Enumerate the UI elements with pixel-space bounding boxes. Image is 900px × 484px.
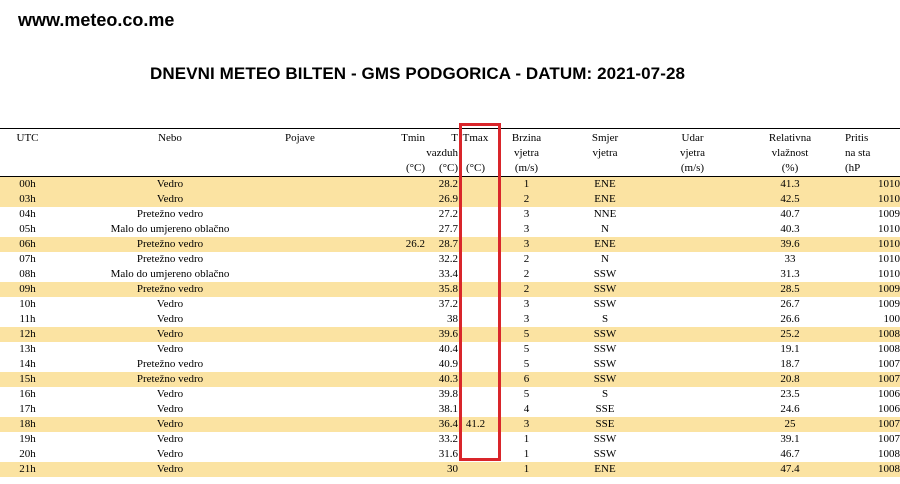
cell-pojave bbox=[285, 402, 395, 417]
cell-p: 1009 bbox=[878, 298, 900, 310]
cell-pojave bbox=[285, 327, 395, 342]
cell-tmax bbox=[458, 402, 493, 417]
cell-tmin bbox=[395, 447, 425, 462]
cell-nebo: Vedro bbox=[156, 388, 184, 400]
cell-nebo: Vedro bbox=[156, 448, 184, 460]
cell-t: 37.2 bbox=[438, 298, 458, 310]
cell-tmax: 41.2 bbox=[458, 417, 493, 432]
cell-rel: 26.6 bbox=[780, 313, 800, 325]
cell-rel: 42.5 bbox=[735, 192, 845, 207]
cell-nebo: Vedro bbox=[156, 343, 184, 355]
cell-udar bbox=[650, 222, 735, 237]
cell-rel: 18.7 bbox=[780, 358, 800, 370]
table-row bbox=[0, 462, 900, 477]
cell-tmin bbox=[395, 417, 425, 432]
cell-udar bbox=[650, 327, 735, 342]
cell-rel: 39.6 bbox=[735, 237, 845, 252]
header-tmax: Tmax (°C) bbox=[458, 129, 493, 177]
cell-tmax bbox=[458, 462, 493, 477]
cell-nebo: Pretežno vedro bbox=[55, 282, 285, 297]
cell-udar bbox=[650, 357, 735, 372]
table-row bbox=[0, 327, 900, 342]
table-row bbox=[0, 372, 900, 387]
cell-brzina: 6 bbox=[493, 372, 560, 387]
cell-nebo: Pretežno vedro bbox=[136, 208, 204, 220]
cell-t: 35.8 bbox=[425, 282, 458, 297]
cell-tmax bbox=[458, 432, 493, 447]
cell-nebo: Pretežno vedro bbox=[55, 237, 285, 252]
cell-p: 1008 bbox=[845, 327, 900, 342]
cell-t: 39.8 bbox=[438, 388, 458, 400]
cell-smjer: SSW bbox=[593, 433, 617, 445]
cell-utc: 12h bbox=[0, 327, 55, 342]
cell-smjer: SSW bbox=[560, 327, 650, 342]
cell-smjer: SSW bbox=[593, 343, 617, 355]
cell-brzina: 1 bbox=[523, 433, 530, 445]
cell-udar bbox=[650, 462, 735, 477]
cell-smjer: N bbox=[601, 253, 609, 265]
table-row bbox=[0, 297, 900, 312]
cell-utc: 18h bbox=[0, 417, 55, 432]
cell-smjer: ENE bbox=[560, 462, 650, 477]
cell-nebo: Malo do umjereno oblačno bbox=[110, 223, 230, 235]
cell-rel: 28.5 bbox=[735, 282, 845, 297]
cell-nebo: Vedro bbox=[55, 462, 285, 477]
cell-pojave bbox=[285, 297, 395, 312]
cell-tmax bbox=[458, 252, 493, 267]
cell-utc: 19h bbox=[19, 433, 36, 445]
cell-udar bbox=[650, 402, 735, 417]
cell-smjer: SSW bbox=[593, 268, 617, 280]
table-row bbox=[0, 252, 900, 267]
cell-p: 1008 bbox=[878, 448, 900, 460]
cell-tmin bbox=[395, 327, 425, 342]
table-header bbox=[0, 129, 900, 177]
cell-rel: 25.2 bbox=[735, 327, 845, 342]
cell-pojave bbox=[285, 192, 395, 207]
cell-brzina: 2 bbox=[523, 268, 530, 280]
cell-udar bbox=[650, 432, 735, 447]
cell-rel: 24.6 bbox=[780, 403, 800, 415]
cell-brzina: 5 bbox=[523, 358, 530, 370]
cell-tmax bbox=[458, 222, 493, 237]
cell-t: 38 bbox=[447, 313, 458, 325]
cell-brzina: 5 bbox=[493, 327, 560, 342]
cell-tmax bbox=[458, 372, 493, 387]
cell-p: 1007 bbox=[878, 358, 900, 370]
cell-tmin bbox=[395, 252, 425, 267]
bulletin-table-wrap bbox=[0, 128, 900, 477]
cell-pojave bbox=[285, 447, 395, 462]
header-tmin: Tmin (°C) bbox=[395, 129, 425, 177]
cell-pojave bbox=[285, 267, 395, 282]
cell-nebo: Vedro bbox=[156, 298, 184, 310]
cell-t: 40.3 bbox=[425, 372, 458, 387]
cell-tmax bbox=[458, 267, 493, 282]
cell-smjer: S bbox=[601, 388, 609, 400]
cell-rel: 26.7 bbox=[780, 298, 800, 310]
cell-t: 40.9 bbox=[438, 358, 458, 370]
cell-nebo: Pretežno vedro bbox=[136, 358, 204, 370]
cell-rel: 23.5 bbox=[780, 388, 800, 400]
cell-p: 1009 bbox=[845, 282, 900, 297]
cell-brzina: 4 bbox=[523, 403, 530, 415]
cell-brzina: 2 bbox=[493, 192, 560, 207]
cell-udar bbox=[650, 417, 735, 432]
cell-nebo: Vedro bbox=[156, 433, 184, 445]
cell-tmin bbox=[395, 207, 425, 222]
header-pritisak: Pritis na sta (hP bbox=[845, 129, 900, 177]
cell-utc: 10h bbox=[19, 298, 36, 310]
cell-smjer: ENE bbox=[560, 192, 650, 207]
cell-pojave bbox=[285, 312, 395, 327]
cell-utc: 17h bbox=[19, 403, 36, 415]
cell-smjer: SSW bbox=[560, 372, 650, 387]
table-row bbox=[0, 177, 900, 193]
cell-tmax bbox=[458, 282, 493, 297]
header-pojave: Pojave bbox=[285, 129, 395, 177]
cell-rel: 31.3 bbox=[780, 268, 800, 280]
cell-smjer: SSW bbox=[560, 282, 650, 297]
cell-rel: 39.1 bbox=[780, 433, 800, 445]
table-row bbox=[0, 402, 900, 417]
cell-tmax bbox=[458, 357, 493, 372]
table-row bbox=[0, 237, 900, 252]
table-row bbox=[0, 267, 900, 282]
cell-utc: 05h bbox=[19, 223, 36, 235]
cell-pojave bbox=[285, 462, 395, 477]
cell-tmin bbox=[395, 387, 425, 402]
cell-tmin bbox=[395, 177, 425, 193]
cell-t: 26.9 bbox=[425, 192, 458, 207]
cell-nebo: Vedro bbox=[55, 417, 285, 432]
site-url: www.meteo.co.me bbox=[18, 10, 175, 30]
cell-pojave bbox=[285, 237, 395, 252]
cell-smjer: NNE bbox=[593, 208, 617, 220]
table-row bbox=[0, 312, 900, 327]
header-relativna: Relativna vlažnost (%) bbox=[735, 129, 845, 177]
cell-utc: 16h bbox=[19, 388, 36, 400]
cell-t: 32.2 bbox=[438, 253, 458, 265]
cell-brzina: 3 bbox=[523, 313, 530, 325]
cell-p: 1008 bbox=[845, 462, 900, 477]
cell-udar bbox=[650, 192, 735, 207]
cell-utc: 08h bbox=[19, 268, 36, 280]
cell-tmin bbox=[395, 432, 425, 447]
cell-utc: 11h bbox=[19, 313, 36, 325]
header-brzina: Brzina vjetra (m/s) bbox=[493, 129, 560, 177]
cell-p: 1010 bbox=[878, 223, 900, 235]
cell-nebo: Malo do umjereno oblačno bbox=[110, 268, 230, 280]
cell-tmin bbox=[395, 222, 425, 237]
cell-tmax bbox=[458, 297, 493, 312]
cell-tmin bbox=[395, 282, 425, 297]
cell-pojave bbox=[285, 357, 395, 372]
cell-tmax bbox=[458, 342, 493, 357]
cell-tmax bbox=[458, 387, 493, 402]
cell-udar bbox=[650, 312, 735, 327]
table-row bbox=[0, 447, 900, 462]
cell-rel: 47.4 bbox=[735, 462, 845, 477]
header-udar: Udar vjetra (m/s) bbox=[650, 129, 735, 177]
cell-tmax bbox=[458, 447, 493, 462]
cell-p: 1008 bbox=[878, 343, 900, 355]
cell-t: 28.2 bbox=[425, 177, 458, 193]
header-utc: UTC bbox=[0, 129, 55, 177]
cell-nebo: Vedro bbox=[55, 327, 285, 342]
cell-brzina: 3 bbox=[523, 223, 530, 235]
cell-udar bbox=[650, 282, 735, 297]
cell-brzina: 3 bbox=[523, 208, 530, 220]
cell-p: 1010 bbox=[845, 192, 900, 207]
cell-p: 1010 bbox=[845, 237, 900, 252]
cell-utc: 13h bbox=[19, 343, 36, 355]
cell-t: 36.4 bbox=[425, 417, 458, 432]
cell-brzina: 5 bbox=[523, 343, 530, 355]
header-smjer: Smjer vjetra bbox=[560, 129, 650, 177]
cell-tmax bbox=[458, 327, 493, 342]
cell-t: 33.2 bbox=[438, 433, 458, 445]
cell-udar bbox=[650, 387, 735, 402]
cell-p: 1010 bbox=[845, 177, 900, 193]
cell-brzina: 1 bbox=[493, 462, 560, 477]
cell-nebo: Pretežno vedro bbox=[55, 372, 285, 387]
cell-tmin bbox=[395, 267, 425, 282]
cell-tmin bbox=[395, 342, 425, 357]
cell-udar bbox=[650, 177, 735, 193]
cell-brzina: 1 bbox=[493, 177, 560, 193]
cell-rel: 33 bbox=[784, 253, 796, 265]
bulletin-table bbox=[0, 128, 900, 477]
cell-tmin bbox=[395, 297, 425, 312]
cell-smjer: SSE bbox=[595, 403, 615, 415]
cell-t: 27.2 bbox=[438, 208, 458, 220]
cell-udar bbox=[650, 237, 735, 252]
cell-p: 1010 bbox=[878, 268, 900, 280]
cell-p: 1007 bbox=[878, 433, 900, 445]
cell-rel: 20.8 bbox=[735, 372, 845, 387]
cell-tmax bbox=[458, 177, 493, 193]
cell-utc: 09h bbox=[0, 282, 55, 297]
cell-nebo: Pretežno vedro bbox=[136, 253, 204, 265]
cell-smjer: SSW bbox=[593, 298, 617, 310]
table-row bbox=[0, 342, 900, 357]
cell-rel: 40.3 bbox=[780, 223, 800, 235]
cell-tmin bbox=[395, 312, 425, 327]
table-body bbox=[0, 177, 900, 478]
cell-tmin bbox=[395, 462, 425, 477]
cell-nebo: Vedro bbox=[156, 313, 184, 325]
cell-utc: 21h bbox=[0, 462, 55, 477]
cell-p: 1010 bbox=[878, 253, 900, 265]
cell-pojave bbox=[285, 432, 395, 447]
cell-t: 39.6 bbox=[425, 327, 458, 342]
cell-smjer: N bbox=[601, 223, 609, 235]
cell-brzina: 2 bbox=[523, 253, 530, 265]
cell-pojave bbox=[285, 372, 395, 387]
cell-brzina: 3 bbox=[493, 417, 560, 432]
cell-p: 1007 bbox=[845, 372, 900, 387]
cell-brzina: 3 bbox=[523, 298, 530, 310]
cell-utc: 04h bbox=[19, 208, 36, 220]
cell-p: 1009 bbox=[878, 208, 900, 220]
cell-tmin bbox=[395, 357, 425, 372]
cell-brzina: 5 bbox=[523, 388, 530, 400]
cell-t: 27.7 bbox=[438, 223, 458, 235]
cell-nebo: Vedro bbox=[55, 192, 285, 207]
cell-smjer: S bbox=[601, 313, 609, 325]
cell-pojave bbox=[285, 387, 395, 402]
cell-utc: 07h bbox=[19, 253, 36, 265]
cell-brzina: 3 bbox=[493, 237, 560, 252]
cell-tmin bbox=[395, 192, 425, 207]
header-nebo: Nebo bbox=[55, 129, 285, 177]
table-row bbox=[0, 192, 900, 207]
cell-pojave bbox=[285, 282, 395, 297]
table-row bbox=[0, 207, 900, 222]
cell-rel: 19.1 bbox=[780, 343, 800, 355]
cell-udar bbox=[650, 267, 735, 282]
cell-utc: 06h bbox=[0, 237, 55, 252]
cell-rel: 46.7 bbox=[780, 448, 800, 460]
cell-rel: 40.7 bbox=[780, 208, 800, 220]
table-row bbox=[0, 432, 900, 447]
table-row bbox=[0, 222, 900, 237]
cell-rel: 25 bbox=[735, 417, 845, 432]
cell-t: 31.6 bbox=[438, 448, 458, 460]
cell-t: 28.7 bbox=[425, 237, 458, 252]
cell-brzina: 1 bbox=[523, 448, 530, 460]
cell-utc: 00h bbox=[0, 177, 55, 193]
cell-pojave bbox=[285, 177, 395, 193]
table-row bbox=[0, 282, 900, 297]
cell-udar bbox=[650, 207, 735, 222]
table-row bbox=[0, 387, 900, 402]
cell-p: 100 bbox=[883, 313, 900, 325]
cell-p: 1006 bbox=[878, 388, 900, 400]
cell-tmin: 26.2 bbox=[395, 237, 425, 252]
cell-tmin bbox=[395, 372, 425, 387]
cell-smjer: SSE bbox=[560, 417, 650, 432]
cell-pojave bbox=[285, 252, 395, 267]
cell-tmax bbox=[458, 237, 493, 252]
cell-pojave bbox=[285, 222, 395, 237]
cell-smjer: ENE bbox=[560, 177, 650, 193]
table-row bbox=[0, 417, 900, 432]
cell-utc: 14h bbox=[19, 358, 36, 370]
bulletin-title: DNEVNI METEO BILTEN - GMS PODGORICA - DATUM: 2021-07-28 bbox=[150, 64, 686, 83]
header-t: T vazduh (°C) bbox=[425, 129, 458, 177]
cell-p: 1006 bbox=[878, 403, 900, 415]
cell-tmin bbox=[395, 402, 425, 417]
cell-rel: 41.3 bbox=[735, 177, 845, 193]
cell-t: 40.4 bbox=[438, 343, 458, 355]
cell-tmax bbox=[458, 312, 493, 327]
cell-udar bbox=[650, 342, 735, 357]
cell-udar bbox=[650, 447, 735, 462]
cell-smjer: SSW bbox=[593, 448, 617, 460]
cell-udar bbox=[650, 372, 735, 387]
cell-pojave bbox=[285, 207, 395, 222]
cell-tmax bbox=[458, 207, 493, 222]
cell-t: 30 bbox=[425, 462, 458, 477]
cell-p: 1007 bbox=[845, 417, 900, 432]
cell-utc: 15h bbox=[0, 372, 55, 387]
cell-nebo: Vedro bbox=[55, 177, 285, 193]
cell-pojave bbox=[285, 417, 395, 432]
table-row bbox=[0, 357, 900, 372]
cell-udar bbox=[650, 297, 735, 312]
cell-smjer: ENE bbox=[560, 237, 650, 252]
cell-tmax bbox=[458, 192, 493, 207]
cell-nebo: Vedro bbox=[156, 403, 184, 415]
cell-utc: 03h bbox=[0, 192, 55, 207]
cell-smjer: SSW bbox=[593, 358, 617, 370]
cell-t: 38.1 bbox=[438, 403, 458, 415]
cell-utc: 20h bbox=[19, 448, 36, 460]
cell-udar bbox=[650, 252, 735, 267]
cell-brzina: 2 bbox=[493, 282, 560, 297]
cell-t: 33.4 bbox=[438, 268, 458, 280]
cell-pojave bbox=[285, 342, 395, 357]
